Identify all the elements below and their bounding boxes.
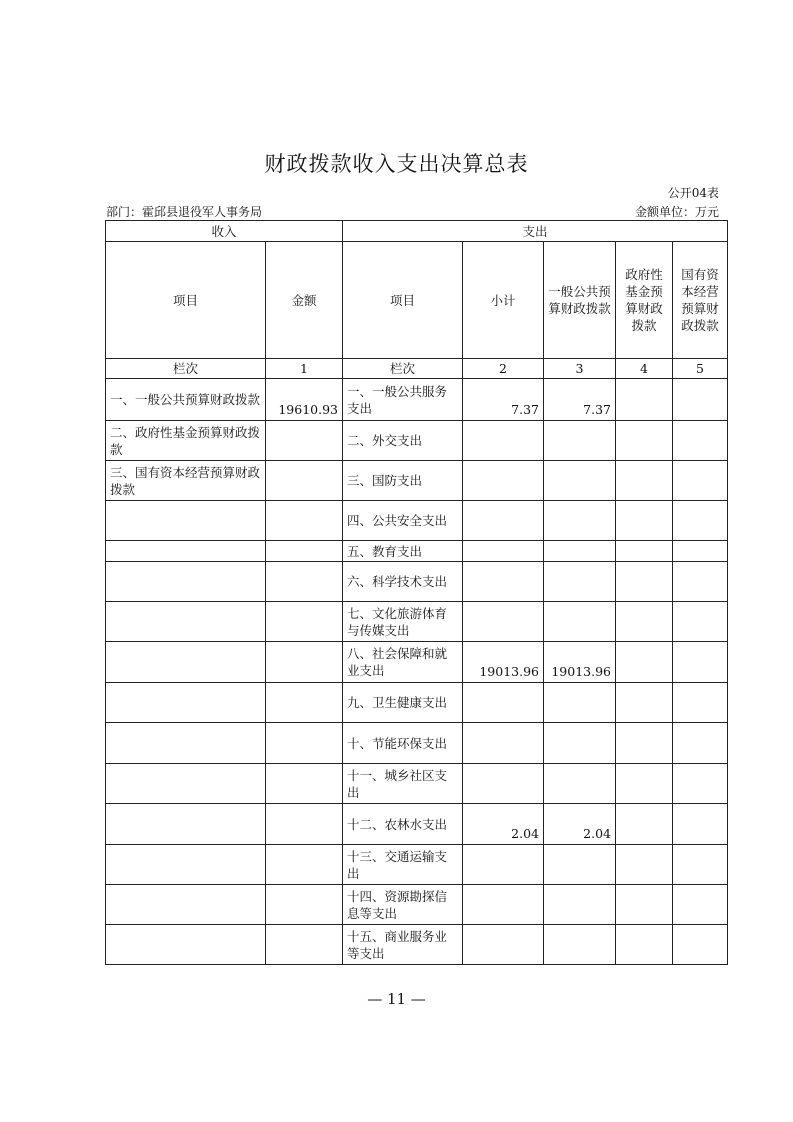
income-item-cell: [106, 562, 266, 602]
state-capital-header: 国有资本经营预算财政拨款: [673, 242, 728, 359]
table-row: [106, 845, 728, 885]
subtotal-cell: [463, 602, 544, 642]
income-group-header: 收入: [106, 221, 343, 242]
gov-fund-cell: [616, 379, 673, 421]
state-capital-cell: [673, 683, 728, 723]
subtotal-cell: [463, 845, 544, 885]
index-4: 4: [616, 359, 673, 379]
table-row: [106, 562, 728, 602]
income-amount-cell: [266, 541, 343, 562]
income-item-cell: [106, 541, 266, 562]
index-1: 1: [266, 359, 343, 379]
gov-fund-cell: [616, 764, 673, 804]
subtotal-header: 小计: [463, 242, 544, 359]
expense-item-cell: 四、公共安全支出: [343, 501, 463, 541]
index-3: 3: [544, 359, 616, 379]
expense-item-cell: 一、一般公共服务支出: [343, 379, 463, 421]
expense-item-cell: 七、文化旅游体育与传媒支出: [343, 602, 463, 642]
general-budget-cell: [544, 562, 616, 602]
subtotal-cell: [463, 885, 544, 925]
expense-item-cell: 八、社会保障和就业支出: [343, 642, 463, 683]
subtotal-cell: [463, 764, 544, 804]
subtotal-cell: [463, 683, 544, 723]
expense-item-cell: 十四、资源勘探信息等支出: [343, 885, 463, 925]
income-amount-cell: [266, 461, 343, 501]
income-amount-cell: [266, 723, 343, 764]
income-amount-cell: [266, 683, 343, 723]
gov-fund-cell: [616, 845, 673, 885]
subtotal-cell: [463, 421, 544, 461]
income-item-cell: 一、一般公共预算财政拨款: [106, 379, 266, 421]
table-row: [106, 925, 728, 965]
expense-item-cell: 十一、城乡社区支出: [343, 764, 463, 804]
subtotal-cell: [463, 461, 544, 501]
index-label-2: 栏次: [343, 359, 463, 379]
department-label: 部门：霍邱县退役军人事务局: [106, 205, 263, 219]
gov-fund-cell: [616, 683, 673, 723]
general-budget-cell: [544, 723, 616, 764]
table-row: [106, 642, 728, 683]
state-capital-cell: [673, 562, 728, 602]
state-capital-cell: [673, 379, 728, 421]
gov-fund-cell: [616, 541, 673, 562]
subtotal-cell: [463, 723, 544, 764]
gov-fund-cell: [616, 421, 673, 461]
income-amount-cell: [266, 804, 343, 845]
column-header-row: [106, 242, 728, 359]
gov-fund-cell: [616, 501, 673, 541]
unit-label: 金额单位：万元: [634, 205, 719, 219]
general-budget-cell: [544, 885, 616, 925]
table-row: [106, 764, 728, 804]
table-row: [106, 885, 728, 925]
table-row: [106, 421, 728, 461]
state-capital-cell: [673, 602, 728, 642]
general-budget-cell: 2.04: [544, 804, 616, 845]
income-amount-cell: [266, 642, 343, 683]
expense-item-cell: 三、国防支出: [343, 461, 463, 501]
expense-item-header: 项目: [343, 242, 463, 359]
index-label: 栏次: [106, 359, 266, 379]
expense-item-cell: 二、外交支出: [343, 421, 463, 461]
income-item-cell: [106, 723, 266, 764]
general-budget-cell: [544, 461, 616, 501]
income-amount-cell: [266, 501, 343, 541]
general-budget-cell: [544, 602, 616, 642]
table-row: [106, 602, 728, 642]
income-amount-cell: [266, 925, 343, 965]
income-amount-cell: [266, 562, 343, 602]
gov-fund-cell: [616, 925, 673, 965]
page-number: — 11 —: [367, 990, 426, 1008]
state-capital-cell: [673, 723, 728, 764]
gov-fund-cell: [616, 723, 673, 764]
state-capital-cell: [673, 764, 728, 804]
expense-item-cell: 十三、交通运输支出: [343, 845, 463, 885]
expense-item-cell: 十二、农林水支出: [343, 804, 463, 845]
income-amount-cell: [266, 885, 343, 925]
expense-item-cell: 六、科学技术支出: [343, 562, 463, 602]
income-item-cell: [106, 764, 266, 804]
income-item-cell: [106, 804, 266, 845]
gov-fund-header: 政府性基金预算财政拨款: [616, 242, 673, 359]
index-5: 5: [673, 359, 728, 379]
income-item-cell: [106, 885, 266, 925]
subtotal-cell: [463, 541, 544, 562]
state-capital-cell: [673, 885, 728, 925]
subtotal-cell: [463, 501, 544, 541]
general-budget-cell: [544, 421, 616, 461]
subtotal-cell: 7.37: [463, 379, 544, 421]
table-row: [106, 804, 728, 845]
budget-table: [105, 220, 728, 965]
state-capital-cell: [673, 421, 728, 461]
subtotal-cell: 19013.96: [463, 642, 544, 683]
income-amount-cell: [266, 421, 343, 461]
general-budget-header: 一般公共预算财政拨款: [544, 242, 616, 359]
income-item-cell: [106, 683, 266, 723]
gov-fund-cell: [616, 562, 673, 602]
subtotal-cell: [463, 925, 544, 965]
table-row: [106, 461, 728, 501]
gov-fund-cell: [616, 885, 673, 925]
general-budget-cell: [544, 541, 616, 562]
state-capital-cell: [673, 501, 728, 541]
state-capital-cell: [673, 925, 728, 965]
income-item-cell: 三、国有资本经营预算财政拨款: [106, 461, 266, 501]
group-header-row: [106, 221, 728, 242]
general-budget-cell: 19013.96: [544, 642, 616, 683]
table-row: [106, 501, 728, 541]
income-amount-header: 金额: [266, 242, 343, 359]
state-capital-cell: [673, 461, 728, 501]
form-number: 公开04表: [667, 186, 719, 200]
income-item-cell: 二、政府性基金预算财政拨款: [106, 421, 266, 461]
state-capital-cell: [673, 804, 728, 845]
income-amount-cell: [266, 602, 343, 642]
income-item-cell: [106, 642, 266, 683]
subtotal-cell: [463, 562, 544, 602]
expense-item-cell: 五、教育支出: [343, 541, 463, 562]
general-budget-cell: [544, 845, 616, 885]
table-row: [106, 541, 728, 562]
general-budget-cell: 7.37: [544, 379, 616, 421]
general-budget-cell: [544, 683, 616, 723]
table-row: [106, 683, 728, 723]
expense-group-header: 支出: [343, 221, 728, 242]
column-index-row: [106, 359, 728, 379]
gov-fund-cell: [616, 461, 673, 501]
income-item-cell: [106, 925, 266, 965]
table-row: [106, 379, 728, 421]
income-item-header: 项目: [106, 242, 266, 359]
income-amount-cell: 19610.93: [266, 379, 343, 421]
state-capital-cell: [673, 642, 728, 683]
subtotal-cell: 2.04: [463, 804, 544, 845]
income-item-cell: [106, 845, 266, 885]
index-2: 2: [463, 359, 544, 379]
gov-fund-cell: [616, 602, 673, 642]
state-capital-cell: [673, 541, 728, 562]
income-item-cell: [106, 602, 266, 642]
general-budget-cell: [544, 925, 616, 965]
expense-item-cell: 九、卫生健康支出: [343, 683, 463, 723]
page-title: 财政拨款收入支出决算总表: [264, 152, 529, 176]
income-amount-cell: [266, 764, 343, 804]
state-capital-cell: [673, 845, 728, 885]
expense-item-cell: 十、节能环保支出: [343, 723, 463, 764]
gov-fund-cell: [616, 804, 673, 845]
expense-item-cell: 十五、商业服务业等支出: [343, 925, 463, 965]
table-row: [106, 723, 728, 764]
income-item-cell: [106, 501, 266, 541]
gov-fund-cell: [616, 642, 673, 683]
general-budget-cell: [544, 764, 616, 804]
income-amount-cell: [266, 845, 343, 885]
general-budget-cell: [544, 501, 616, 541]
